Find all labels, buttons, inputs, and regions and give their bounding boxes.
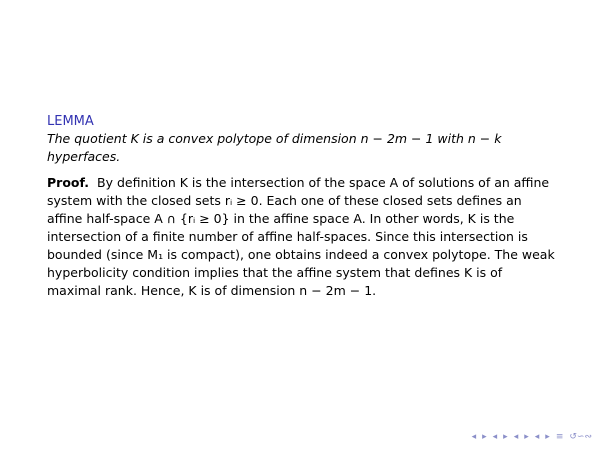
- slide-next-icon[interactable]: ▸: [482, 432, 487, 442]
- subsection-next-icon[interactable]: ▸: [545, 432, 550, 442]
- align-icon[interactable]: ≡: [555, 432, 564, 442]
- proof-label: Proof.: [47, 175, 90, 190]
- subsection-prev-icon[interactable]: ◂: [534, 432, 540, 442]
- lemma-statement: The quotient K is a convex polytope of dimension n − 2m − 1 with n − k hyperfaces.: [47, 131, 502, 164]
- lemma-block: [47, 114, 555, 300]
- proof-text: By definition K is the intersection of the space A of solutions of an affine system with the closed sets rᵢ ≥ 0. Each one of these closed sets defines an affine half-space A ∩ {rᵢ ≥ 0} in the affine space A. In other words, K is the intersection of a finite number of affine half-spaces. Since this intersection is bounded (since M₁ is compact), one obtains indeed a convex polytope. The weak hyperbolicity condition implies that the affine system that defines K is of maximal rank. Hence, K is of dimension n − 2m − 1.: [47, 175, 555, 298]
- search-icon[interactable]: ↺∽∾: [569, 432, 592, 442]
- section-next-icon[interactable]: ▸: [524, 432, 529, 442]
- frame-prev-icon[interactable]: ◂: [492, 432, 498, 442]
- beamer-navigation: [472, 432, 592, 442]
- proof-paragraph: [47, 174, 555, 300]
- section-prev-icon[interactable]: ◂: [513, 432, 519, 442]
- lemma-title: LEMMA: [47, 114, 94, 129]
- frame-next-icon[interactable]: ▸: [503, 432, 508, 442]
- slide-prev-icon[interactable]: ◂: [471, 432, 477, 442]
